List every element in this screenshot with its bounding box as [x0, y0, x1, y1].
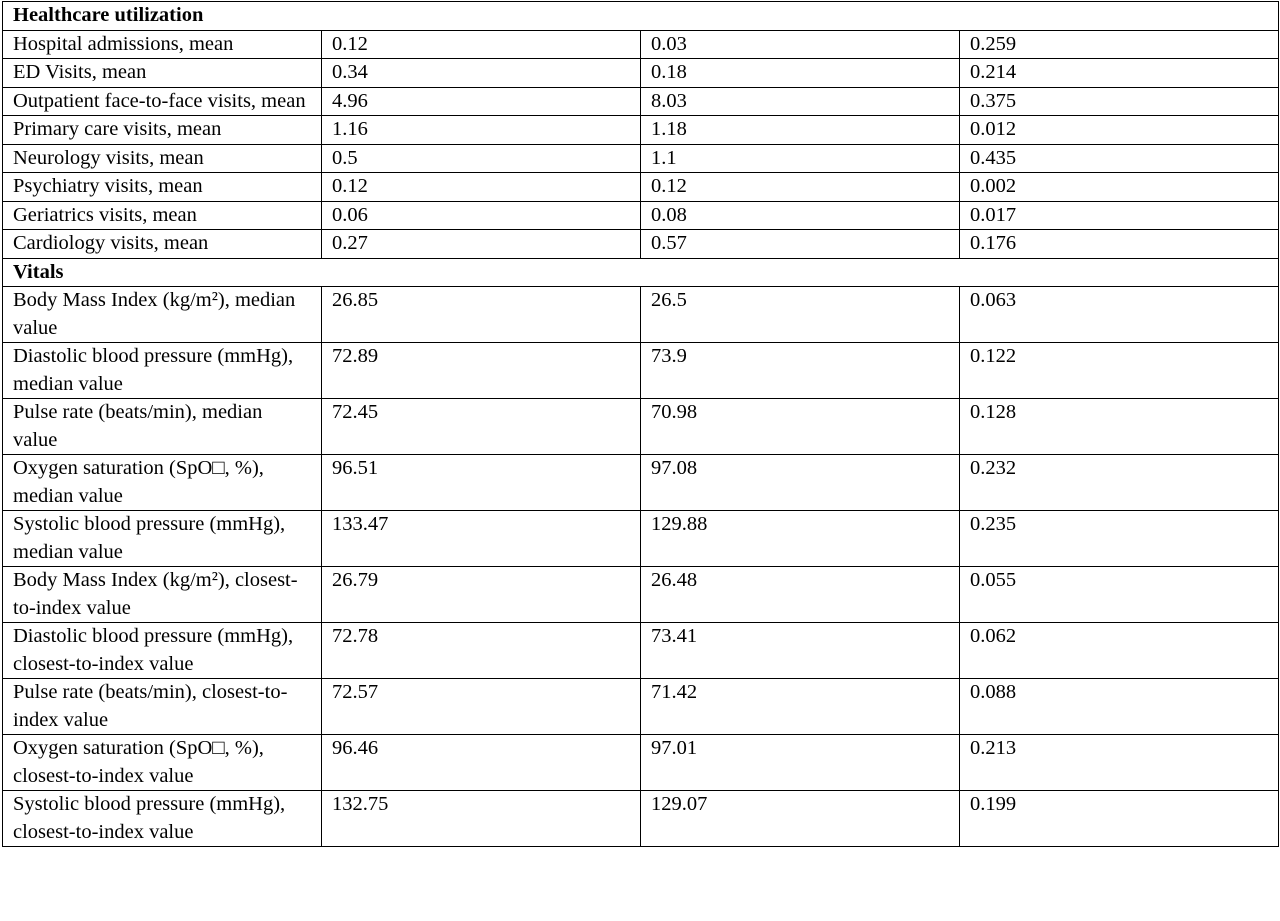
- value-col-2: 1.18: [641, 116, 960, 145]
- table-row: [3, 623, 1279, 679]
- table-row: [3, 399, 1279, 455]
- value-col-3: 0.235: [960, 511, 1279, 567]
- row-label: ED Visits, mean: [3, 59, 322, 88]
- value-col-2: 71.42: [641, 679, 960, 735]
- table-row: [3, 144, 1279, 173]
- table-row: [3, 567, 1279, 623]
- value-col-3: 0.002: [960, 173, 1279, 202]
- value-col-2: 70.98: [641, 399, 960, 455]
- value-col-3: 0.214: [960, 59, 1279, 88]
- table-row: [3, 511, 1279, 567]
- value-col-2: 97.08: [641, 455, 960, 511]
- value-col-2: 0.08: [641, 201, 960, 230]
- section-title: Healthcare utilization: [3, 2, 1279, 31]
- table-row: [3, 287, 1279, 343]
- row-label: Geriatrics visits, mean: [3, 201, 322, 230]
- value-col-3: 0.055: [960, 567, 1279, 623]
- value-col-2: 0.12: [641, 173, 960, 202]
- row-label: Pulse rate (beats/min), closest-to-index value: [3, 679, 322, 735]
- row-label: Outpatient face-to-face visits, mean: [3, 87, 322, 116]
- row-label: Diastolic blood pressure (mmHg), median value: [3, 343, 322, 399]
- value-col-2: 26.5: [641, 287, 960, 343]
- table-row: [3, 116, 1279, 145]
- value-col-3: 0.375: [960, 87, 1279, 116]
- table-body: [3, 2, 1279, 847]
- value-col-3: 0.199: [960, 791, 1279, 847]
- value-col-2: 0.18: [641, 59, 960, 88]
- table-row: [3, 455, 1279, 511]
- value-col-1: 0.12: [322, 30, 641, 59]
- value-col-2: 26.48: [641, 567, 960, 623]
- table-row: [3, 791, 1279, 847]
- value-col-2: 129.88: [641, 511, 960, 567]
- value-col-2: 129.07: [641, 791, 960, 847]
- table-row: [3, 173, 1279, 202]
- value-col-1: 0.34: [322, 59, 641, 88]
- table-row: [3, 30, 1279, 59]
- value-col-3: 0.176: [960, 230, 1279, 259]
- value-col-3: 0.062: [960, 623, 1279, 679]
- value-col-2: 1.1: [641, 144, 960, 173]
- value-col-1: 96.46: [322, 735, 641, 791]
- table-row: [3, 230, 1279, 259]
- value-col-1: 72.57: [322, 679, 641, 735]
- value-col-1: 26.79: [322, 567, 641, 623]
- table-row: [3, 679, 1279, 735]
- section-header-row: [3, 2, 1279, 31]
- row-label: Body Mass Index (kg/m²), median value: [3, 287, 322, 343]
- row-label: Oxygen saturation (SpO□, %), closest-to-index value: [3, 735, 322, 791]
- row-label: Primary care visits, mean: [3, 116, 322, 145]
- value-col-1: 0.27: [322, 230, 641, 259]
- value-col-1: 96.51: [322, 455, 641, 511]
- value-col-2: 97.01: [641, 735, 960, 791]
- value-col-1: 132.75: [322, 791, 641, 847]
- value-col-3: 0.063: [960, 287, 1279, 343]
- value-col-3: 0.435: [960, 144, 1279, 173]
- value-col-2: 73.41: [641, 623, 960, 679]
- value-col-2: 0.03: [641, 30, 960, 59]
- table-row: [3, 59, 1279, 88]
- value-col-2: 73.9: [641, 343, 960, 399]
- section-title: Vitals: [3, 258, 1279, 287]
- value-col-3: 0.088: [960, 679, 1279, 735]
- value-col-3: 0.122: [960, 343, 1279, 399]
- value-col-3: 0.213: [960, 735, 1279, 791]
- value-col-1: 72.45: [322, 399, 641, 455]
- value-col-1: 0.12: [322, 173, 641, 202]
- value-col-2: 0.57: [641, 230, 960, 259]
- value-col-3: 0.232: [960, 455, 1279, 511]
- row-label: Body Mass Index (kg/m²), closest-to-index value: [3, 567, 322, 623]
- row-label: Systolic blood pressure (mmHg), median value: [3, 511, 322, 567]
- value-col-1: 0.06: [322, 201, 641, 230]
- value-col-3: 0.259: [960, 30, 1279, 59]
- table-row: [3, 735, 1279, 791]
- table-row: [3, 201, 1279, 230]
- section-header-row: [3, 258, 1279, 287]
- row-label: Diastolic blood pressure (mmHg), closest-to-index value: [3, 623, 322, 679]
- row-label: Neurology visits, mean: [3, 144, 322, 173]
- table-row: [3, 87, 1279, 116]
- row-label: Hospital admissions, mean: [3, 30, 322, 59]
- value-col-3: 0.128: [960, 399, 1279, 455]
- value-col-3: 0.017: [960, 201, 1279, 230]
- row-label: Oxygen saturation (SpO□, %), median value: [3, 455, 322, 511]
- value-col-1: 133.47: [322, 511, 641, 567]
- row-label: Cardiology visits, mean: [3, 230, 322, 259]
- value-col-2: 8.03: [641, 87, 960, 116]
- table-row: [3, 343, 1279, 399]
- value-col-1: 1.16: [322, 116, 641, 145]
- row-label: Psychiatry visits, mean: [3, 173, 322, 202]
- data-table: [2, 1, 1279, 847]
- row-label: Systolic blood pressure (mmHg), closest-to-index value: [3, 791, 322, 847]
- value-col-3: 0.012: [960, 116, 1279, 145]
- value-col-1: 72.78: [322, 623, 641, 679]
- value-col-1: 0.5: [322, 144, 641, 173]
- value-col-1: 72.89: [322, 343, 641, 399]
- value-col-1: 4.96: [322, 87, 641, 116]
- value-col-1: 26.85: [322, 287, 641, 343]
- row-label: Pulse rate (beats/min), median value: [3, 399, 322, 455]
